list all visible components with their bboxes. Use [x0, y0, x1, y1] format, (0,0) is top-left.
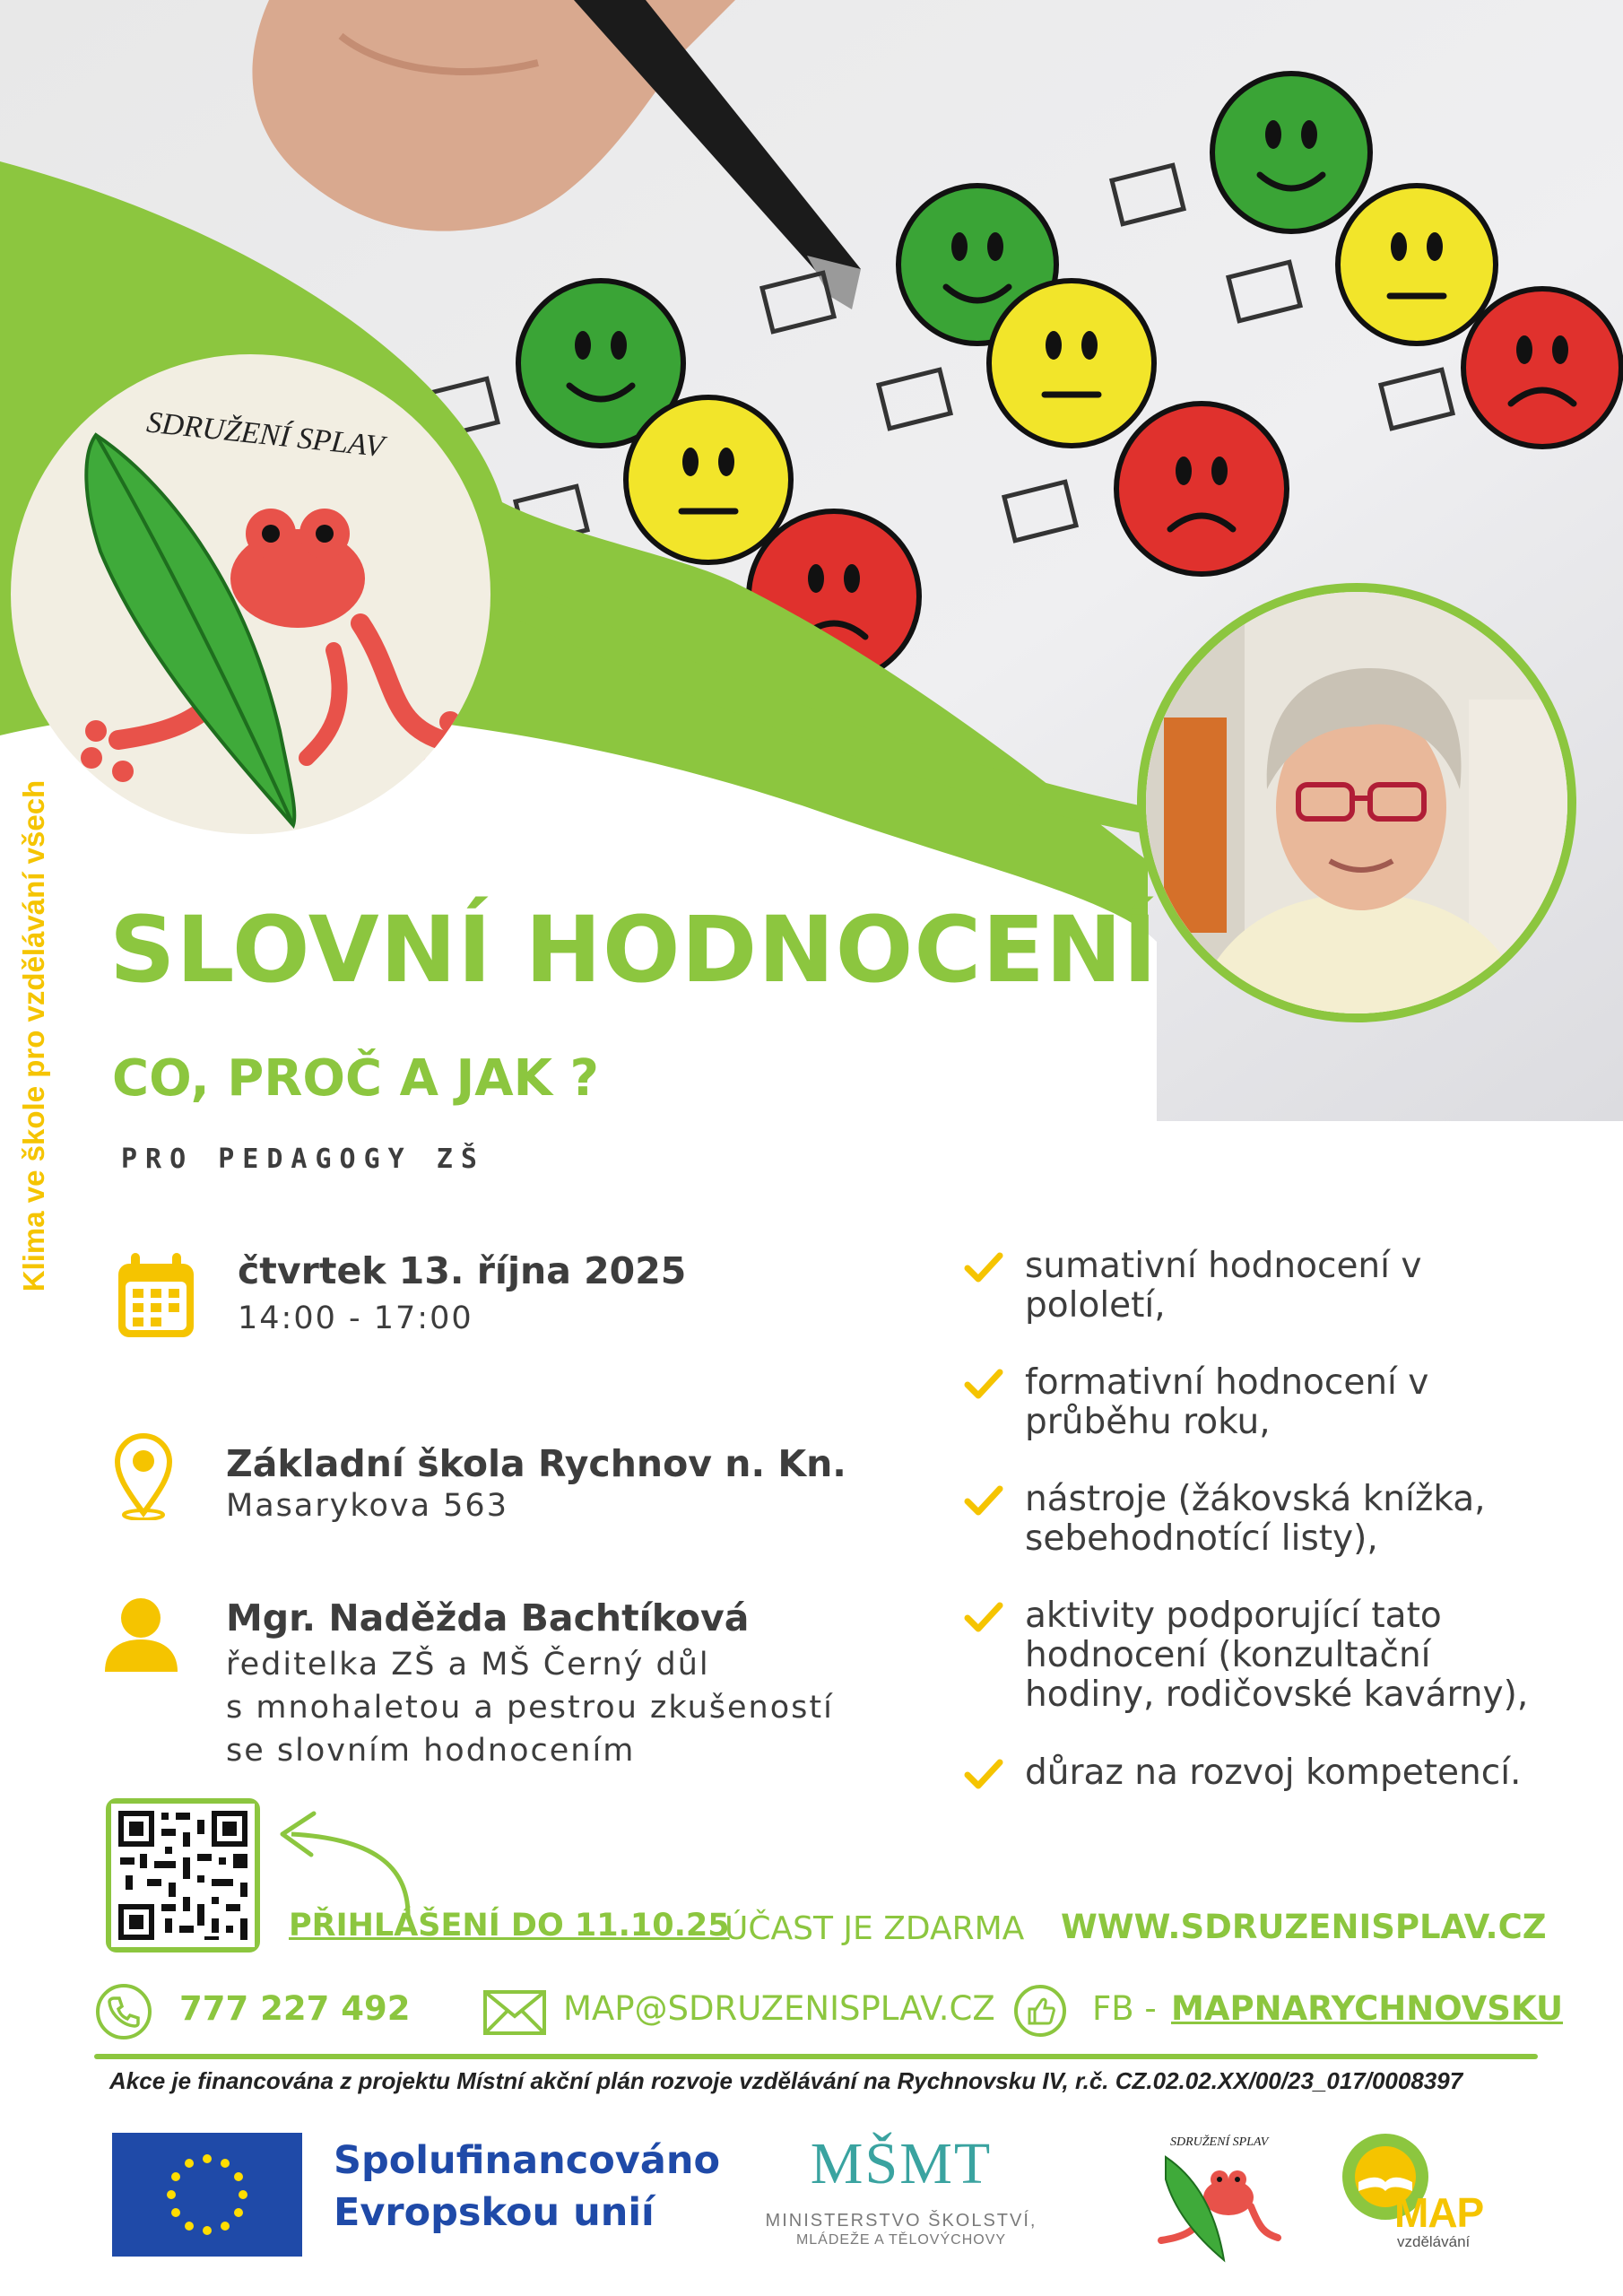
- mini-logo-text: SDRUŽENÍ SPLAV: [1170, 2135, 1269, 2149]
- topic-text: důraz na rozvoj kompetencí.: [1025, 1752, 1522, 1793]
- page-title: SLOVNÍ HODNOCENÍ: [109, 897, 1159, 1004]
- funding-note: Akce je financována z projektu Místní akční plán rozvoje vzdělávání na Rychnovsku IV, r.č. CZ.02.02.XX/00/23_017/0008397: [109, 2067, 1463, 2094]
- phone-number[interactable]: 777 227 492: [179, 1989, 411, 2028]
- lecturer-desc-line-1: ředitelka ZŠ a MŠ Černý důl: [226, 1647, 710, 1683]
- topic-text: aktivity podporující tato hodnocení (konzultační hodiny, rodičovské kavárny),: [1025, 1596, 1529, 1715]
- eu-line-1: Spolufinancováno: [334, 2138, 720, 2183]
- calendar-icon: [115, 1251, 197, 1341]
- place-name: Základní škola Rychnov n. Kn.: [226, 1442, 846, 1485]
- frog-leaf-logo: [11, 354, 490, 834]
- place-address: Masarykova 563: [226, 1488, 508, 1524]
- splav-mini-logo: [1143, 2126, 1287, 2273]
- topic-text: nástroje (žákovská knížka, sebehodnotící listy),: [1025, 1479, 1486, 1559]
- phone-icon: [94, 1982, 153, 2041]
- speaker-portrait: [1146, 592, 1567, 1013]
- arrow-icon: [273, 1803, 426, 1919]
- check-icon: [964, 1602, 1003, 1634]
- qr-code[interactable]: [106, 1798, 260, 1952]
- check-icon: [964, 1369, 1003, 1401]
- free-participation: ÚČAST JE ZDARMA: [725, 1910, 1025, 1947]
- msmt-line-2: MLÁDEŽE A TĚLOVÝCHOVY: [795, 2232, 1007, 2248]
- map-word: MAP: [1394, 2189, 1484, 2236]
- facebook-prefix: FB -: [1092, 1989, 1157, 2028]
- audience-label: PRO PEDAGOGY ZŠ: [121, 1144, 485, 1175]
- map-logo: [1336, 2130, 1488, 2265]
- splav-logo-circle: [11, 354, 490, 834]
- logo-text: SDRUŽENÍ SPLAV: [144, 405, 386, 465]
- eu-cofunding: [334, 2135, 720, 2239]
- qr-code-image: [111, 1804, 255, 1947]
- page-subtitle: CO, PROČ A JAK ?: [112, 1049, 599, 1108]
- registration-link[interactable]: PŘIHLÁŠENÍ DO 11.10.25: [289, 1908, 730, 1944]
- speaker-photo: [1137, 583, 1576, 1022]
- location-pin-icon: [112, 1431, 175, 1520]
- lecturer-name: Mgr. Naděžda Bachtíková: [226, 1596, 750, 1639]
- mail-icon: [482, 1989, 547, 2036]
- msmt-mark: MŠMT: [810, 2131, 993, 2196]
- check-icon: [964, 1485, 1003, 1518]
- email-link[interactable]: MAP@SDRUZENISPLAV.CZ: [563, 1989, 995, 2028]
- topic-text: formativní hodnocení v průběhu roku,: [1025, 1362, 1429, 1442]
- msmt-line-1: MINISTERSTVO ŠKOLSTVÍ,: [765, 2211, 1037, 2231]
- person-icon: [103, 1596, 179, 1673]
- map-subtitle: vzdělávání: [1397, 2233, 1471, 2250]
- event-time: 14:00 - 17:00: [238, 1300, 473, 1336]
- event-date: čtvrtek 13. října 2025: [238, 1249, 687, 1292]
- website-link[interactable]: WWW.SDRUZENISPLAV.CZ: [1061, 1908, 1547, 1946]
- mini-frog-icon: [1143, 2126, 1287, 2269]
- msmt-logo: [762, 2130, 1040, 2256]
- topic-text: sumativní hodnocení v pololetí,: [1025, 1246, 1422, 1326]
- divider: [94, 2054, 1538, 2059]
- eu-flag: [112, 2133, 302, 2257]
- lecturer-desc-line-3: se slovním hodnocením: [226, 1733, 636, 1769]
- check-icon: [964, 1252, 1003, 1284]
- facebook-link[interactable]: MAPNARYCHNOVSKU: [1171, 1989, 1564, 2028]
- vertical-tagline: Klima ve škole pro vzdělávání všech: [17, 779, 50, 1292]
- thumbs-up-icon: [1013, 1984, 1067, 2038]
- check-icon: [964, 1759, 1003, 1791]
- lecturer-desc-line-2: s mnohaletou a pestrou zkušeností: [226, 1690, 834, 1726]
- eu-stars: [112, 2133, 302, 2257]
- eu-line-2: Evropskou unií: [334, 2190, 655, 2235]
